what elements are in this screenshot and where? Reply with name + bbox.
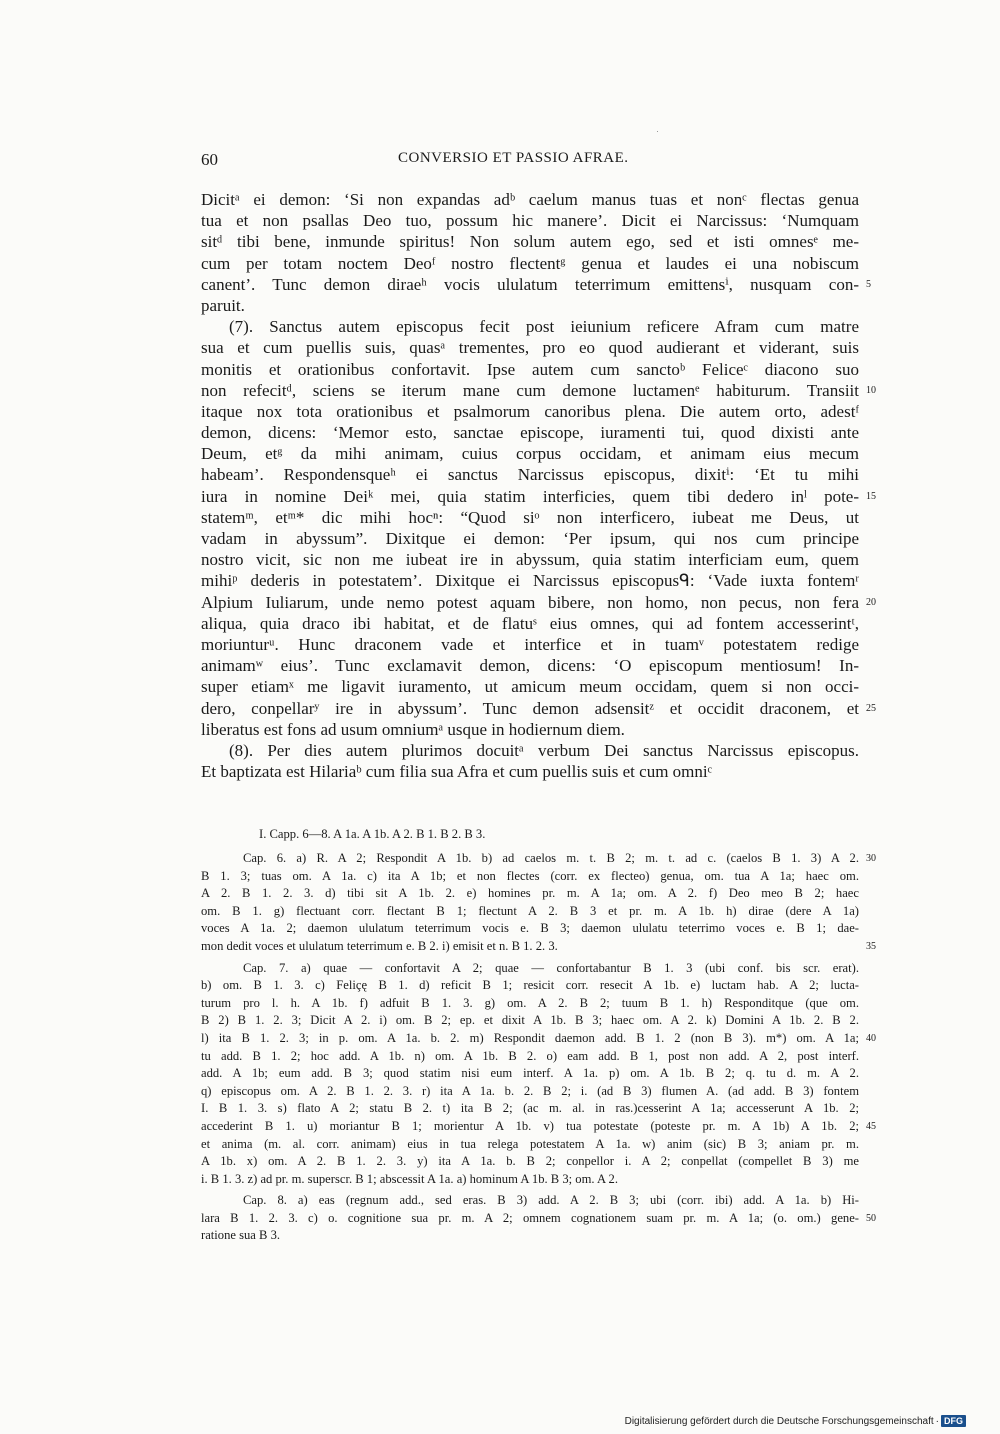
- apparatus-text: add. A 1b; eum add. B 3; quod statim nisi eum interf. A 1a. p) om. A 1b. B 2; q. tu d. m. A 2.: [201, 1066, 859, 1081]
- line-text: demon, dicens: ‘Memor esto, sanctae episcope, iuramenti tui, quod dixisti ante: [201, 423, 859, 443]
- apparatus-text: I. B 1. 3. s) flato A 2; statu B 2. t) ita B 2; (ac m. al. in ras.)cesserint A 1a; accesserunt A 1b. 2;: [201, 1101, 859, 1116]
- text-line: [201, 549, 859, 570]
- apparatus-line: [201, 1210, 876, 1228]
- line-text: monitis et orationibus confortavit. Ipse autem cum sanctoᵇ Feliceᶜ diacono suo: [201, 359, 859, 379]
- apparatus-line: [201, 1100, 859, 1118]
- text-line: [201, 761, 859, 782]
- apparatus-text: tu add. B 1. 2; hoc add. A 1b. n) om. A 1b. B 2. o) eam add. B 1, post non add. A 2, post interf.: [201, 1048, 859, 1063]
- line-text: canent’. Tunc demon diraeʰ vocis ululatum teterrimum emittensⁱ, nusquam con-: [201, 274, 859, 294]
- line-text: mihiᵖ dederis in potestatem’. Dixitque ei Narcissus episcopusᑫ: ‘Vade iuxta fontemʳ: [201, 571, 859, 591]
- apparatus-line: [201, 977, 859, 995]
- line-number: 25: [866, 702, 876, 714]
- dfg-logo: DFG: [941, 1415, 966, 1427]
- text-line: [201, 592, 876, 613]
- line-text: statemᵐ, etᵐ* dic mihi hocⁿ: “Quod siᵒ non interficero, iubeat me Deus, ut: [201, 507, 859, 527]
- text-line: [201, 401, 859, 422]
- apparatus-line: [201, 885, 859, 903]
- paper-speck: [657, 131, 658, 132]
- text-line: [201, 210, 859, 231]
- text-line: [201, 253, 859, 274]
- line-text: super etiamˣ me ligavit iuramento, ut amicum meum occidam, quem si non occi-: [201, 677, 859, 697]
- line-text: itaque nox tota orationibus et psalmorum canoribus plena. Die autem orto, adestᶠ: [201, 401, 859, 421]
- apparatus-line: [201, 960, 859, 978]
- line-text: dero, conpellarʸ ire in abyssum’. Tunc demon adsensitᶻ et occidit draconem, et: [201, 698, 859, 718]
- apparatus-text: B 1. 3; tuas om. A 1a. c) ita A 1b; et non flectes (corr. ex flecteo) genua, om. tua A 1a; haec om.: [201, 868, 859, 883]
- line-text: cum per totam noctem Deoᶠ nostro flectentᵍ genua et laudes ei una nobiscum: [201, 253, 859, 273]
- text-line: [201, 655, 859, 676]
- apparatus-line: [201, 1030, 876, 1048]
- credit-text: Digitalisierung gefördert durch die Deutsche Forschungsgemeinschaft: [624, 1415, 934, 1427]
- line-text: vadam in abyssum”. Dixitque ei demon: ‘Per ipsum, qui nos cum principe: [201, 529, 859, 548]
- running-head: CONVERSIO ET PASSIO AFRAE.: [398, 150, 629, 166]
- text-line: [201, 613, 859, 634]
- line-text: (8). Per dies autem plurimos docuitᵃ verbum Dei sanctus Narcissus episcopus.: [229, 740, 859, 760]
- apparatus-text: B 2) B 1. 2. 3; Dicit A 2. i) om. B 2; ep. et dixit A 1b. B 3; haec om. A 2. k) Domini A 1b. 2. B 2.: [201, 1013, 859, 1028]
- line-text: liberatus est fons ad usum omniumᵃ usque in hodiernum diem.: [201, 719, 625, 739]
- apparatus-line: [201, 1065, 859, 1083]
- apparatus-text: voces A 1a. 2; daemon ululatum teterrimum vocis e. B 3; daemon ululatu teterrimo voces e. B 1; dae-: [201, 921, 859, 936]
- text-line: [201, 231, 859, 252]
- line-number: 20: [866, 596, 876, 608]
- line-number: 50: [866, 1212, 876, 1224]
- text-line: [201, 698, 876, 719]
- line-number: 40: [866, 1032, 876, 1044]
- line-number: 30: [866, 853, 876, 864]
- text-line: [201, 189, 859, 210]
- apparatus-text: mon dedit voces et ululatum teterrimum e. B 2. i) emisit et n. B 1. 2. 3.: [201, 938, 558, 953]
- text-line: [201, 443, 859, 464]
- text-line: [201, 676, 859, 697]
- apparatus-line: [201, 850, 876, 868]
- main-text: [201, 189, 876, 782]
- line-text: sitᵈ tibi bene, inmunde spiritus! Non solum autem ego, sed et isti omnesᵉ me-: [201, 232, 859, 252]
- text-line: [201, 719, 859, 740]
- apparatus-text: ratione sua B 3.: [201, 1228, 281, 1243]
- text-line: [201, 486, 876, 507]
- apparatus-line: [201, 1192, 859, 1210]
- line-text: non refecitᵈ, sciens se iterum mane cum demone luctamenᵉ habiturum. Transiit: [201, 380, 859, 400]
- line-text: aliqua, quia draco ibi habitat, et de flatuˢ eius omnes, qui ad fontem accesserintᵗ,: [201, 613, 859, 633]
- line-number: 35: [866, 940, 876, 952]
- apparatus-line: [201, 1118, 876, 1136]
- apparatus-line: [201, 868, 859, 886]
- apparatus-line: [201, 903, 859, 921]
- text-line: [201, 380, 876, 401]
- line-text: Et baptizata est Hilariaᵇ cum filia sua Afra et cum puellis suis et cum omniᶜ: [201, 762, 712, 782]
- apparatus-text: q) episcopus om. A 2. B 1. 2. 3. r) ita A 1a. b. 2. B 2; i. (ad B 3) flumen A. (ad add. B 3) fontem: [201, 1083, 859, 1098]
- apparatus-text: l) ita B 1. 2. 3; in p. om. A 1a. b. 2. m) Respondit daemon add. B 1. 2 (non B 3). m*) om. A 1a;: [201, 1030, 859, 1045]
- line-text: animamʷ eius’. Tunc exclamavit demon, dicens: ‘O episcopum mentiosum! In-: [201, 656, 859, 676]
- apparatus-text: et anima (m. al. corr. animam) eius in tua relega potestatem A 1a. w) anim (sic) B 3; aniam pr. m.: [201, 1136, 859, 1151]
- apparatus-text: Cap. 8. a) eas (regnum add., sed eras. B 3) add. A 2. B 3; ubi (corr. ibi) add. A 1a. b) Hi-: [243, 1193, 859, 1208]
- line-number: 5: [866, 278, 871, 290]
- apparatus-line: [201, 995, 859, 1013]
- line-text: paruit.: [201, 295, 245, 315]
- line-number: 10: [866, 384, 876, 396]
- apparatus-text: b) om. B 1. 3. c) Feliçę B 1. d) reficit B 1; resicit corr. resecit A 1b. e) luctam hab. A 2; lucta-: [201, 978, 859, 993]
- text-line: [201, 570, 859, 591]
- apparatus-text: turum pro l. h. A 1b. f) adfuit B 1. 3. g) om. A 2. B 2; tuum B 1. h) Responditque (que om.: [201, 995, 859, 1010]
- text-line: [201, 295, 859, 316]
- apparatus-text: i. B 1. 3. z) ad pr. m. superscr. B 1; abscessit A 1a. a) hominum A 1b. B 3; om. A 2.: [201, 1171, 618, 1186]
- text-line: [201, 337, 859, 358]
- footer-credit: [625, 1415, 966, 1427]
- text-line: [201, 274, 871, 295]
- text-line: [201, 528, 859, 549]
- line-text: iura in nomine Deiᵏ mei, quia statim interficies, quem tibi dedero inˡ pote-: [201, 486, 859, 506]
- line-number: 45: [866, 1120, 876, 1132]
- text-line: [201, 316, 859, 337]
- page-number: 60: [201, 150, 218, 169]
- apparatus-text: Cap. 6. a) R. A 2; Respondit A 1b. b) ad caelos m. t. B 2; m. t. ad c. (caelos B 1. 3) A 2.: [243, 851, 859, 865]
- text-line: [201, 507, 859, 528]
- text-line: [201, 422, 859, 443]
- apparatus-text: A 2. B 1. 2. 3. d) tibi sit A 1b. 2. e) homines pr. m. A 1a; om. A 2. f) Deo meo B 2; haec: [201, 886, 859, 901]
- apparatus-line: [201, 1171, 859, 1189]
- apparatus-line: [201, 1083, 859, 1101]
- apparatus-line: [201, 1227, 859, 1245]
- apparatus-text: Cap. 7. a) quae — confortavit A 2; quae — confortabantur B 1. 3 (ubi conf. bis scr. erat).: [243, 960, 859, 975]
- text-line: [201, 740, 859, 761]
- apparatus-line: [201, 920, 859, 938]
- apparatus-line: [201, 938, 876, 956]
- line-text: Alpium Iuliarum, unde nemo potest aquam bibere, non homo, non pecus, non fera: [201, 592, 859, 612]
- text-line: [201, 634, 859, 655]
- line-text: nostro vicit, sic non me iubeat ire in abyssum, quia statim interficiam eum, quem: [201, 550, 859, 570]
- apparatus-text: A 1b. x) om. A 2. B 1. 2. 3. y) ita A 1a. b. B 2; conpellor i. A 2; conpellat (compellet B 3) me: [201, 1154, 859, 1169]
- apparatus-text: om. B 1. g) flectuant corr. flectant B 1; flectunt A 2. B 3 et pr. m. A 1b. h) dirae (dere A 1a): [201, 903, 859, 918]
- line-text: (7). Sanctus autem episcopus fecit post ieiunium reficere Afram cum matre: [229, 317, 859, 337]
- line-number: 15: [866, 490, 876, 502]
- line-text: Dicitᵃ ei demon: ‘Si non expandas adᵇ caelum manus tuas et nonᶜ flectas genua: [201, 190, 859, 209]
- line-text: moriunturᵘ. Hunc draconem vade et interfice et in tuamᵛ potestatem redige: [201, 634, 859, 654]
- apparatus-line: [201, 1048, 859, 1066]
- text-line: [201, 359, 859, 380]
- text-line: [201, 464, 859, 485]
- apparatus-line: [201, 1136, 859, 1154]
- apparatus-heading: I. Capp. 6—8. A 1a. A 1b. A 2. B 1. B 2. B 3.: [259, 827, 486, 841]
- apparatus-text: accederint B 1. u) moriantur B 1; morientur A 1b. v) tua potestate (poteste pr. m. A 1b) A 1b. 2;: [201, 1118, 859, 1133]
- apparatus-line: [201, 1012, 859, 1030]
- credit-separator: ·: [935, 1415, 939, 1427]
- line-text: tua et non psallas Deo tuo, possum hic manere’. Dicit ei Narcissus: ‘Numquam: [201, 211, 859, 231]
- apparatus-line: [201, 1153, 859, 1171]
- apparatus-text: lara B 1. 2. 3. c) o. cognitione sua pr. m. A 2; omnem cognationem suam pr. m. A 1a; (o. om.) gene-: [201, 1210, 859, 1225]
- line-text: sua et cum puellis suis, quasᵃ trementes, pro eo quod audierant et viderant, suis: [201, 338, 859, 358]
- line-text: Deum, etᵍ da mihi animam, cuius corpus occidam, et animam eius mecum: [201, 444, 859, 464]
- line-text: habeam’. Respondensqueʰ ei sanctus Narcissus episcopus, dixitⁱ: ‘Et tu mihi: [201, 465, 859, 485]
- critical-apparatus: [201, 824, 876, 1245]
